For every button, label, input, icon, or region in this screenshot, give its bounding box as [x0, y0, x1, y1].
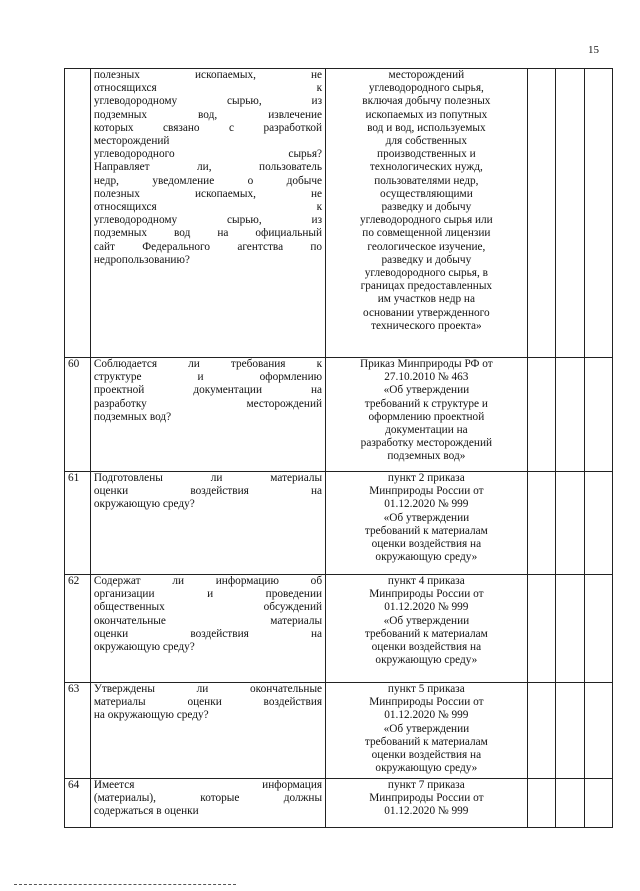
reference-line: геологическое изучение,	[367, 240, 486, 253]
question-line: полезных ископаемых, не	[93, 69, 323, 81]
reference-line: пункт 4 приказа	[387, 575, 465, 587]
reference-line: разработку месторождений	[360, 437, 493, 450]
question-line: подземных вод на официальный	[93, 227, 323, 240]
question-line: материалы оценки воздействия	[93, 696, 323, 709]
question-line: углеводородному сырью, из	[93, 95, 323, 108]
reference-line: «Об утверждении	[383, 384, 470, 397]
reference-line: Минприроды России от	[369, 588, 484, 601]
reference-line: включая добычу полезных	[362, 95, 491, 108]
question-line: Подготовлены ли материалы	[93, 472, 323, 484]
table-row	[65, 358, 613, 472]
reference-line: оценки воздействия на	[371, 749, 482, 762]
reference-line: вод и вод, используемых	[367, 121, 486, 134]
reference-cell	[326, 69, 528, 358]
reference-line: им участков недр на	[377, 293, 475, 306]
reference-line: 27.10.2010 № 463	[384, 371, 469, 384]
reference-line: Приказ Минприроды РФ от	[359, 358, 493, 370]
row-number	[65, 69, 91, 358]
row-number: 60	[65, 358, 91, 472]
reference-line: оформлению проектной	[368, 410, 485, 423]
question-line: Утверждены ли окончательные	[93, 683, 323, 695]
question-line: Имеется информация	[93, 779, 323, 791]
answer-no-cell[interactable]	[556, 69, 584, 358]
reference-line: месторождений	[388, 69, 465, 81]
question-line: оценки воздействия на	[93, 485, 323, 498]
question-line: содержаться в оценки	[93, 805, 199, 818]
reference-line: 01.12.2020 № 999	[384, 709, 469, 722]
reference-line: технологических нужд,	[369, 161, 483, 174]
answer-no-cell[interactable]	[556, 779, 584, 828]
reference-cell	[326, 472, 528, 575]
row-number: 61	[65, 472, 91, 575]
question-line: оценки воздействия на	[93, 627, 323, 640]
question-line: относящихся к	[93, 201, 323, 214]
question-line: углеводородному сырью, из	[93, 214, 323, 227]
reference-line: оценки воздействия на	[371, 538, 482, 551]
reference-line: разведку и добычу	[381, 201, 472, 214]
question-line: разработку месторождений	[93, 397, 323, 410]
reference-line: пункт 2 приказа	[387, 472, 465, 484]
reference-line: Минприроды России от	[369, 485, 484, 498]
question-line: полезных ископаемых, не	[93, 187, 323, 200]
table-body	[65, 69, 613, 828]
question-line: недропользованию?	[93, 253, 190, 266]
reference-line: «Об утверждении	[383, 722, 470, 735]
question-cell	[90, 69, 325, 358]
reference-line: по совмещенной лицензии	[362, 227, 491, 240]
reference-line: основании утвержденного	[363, 306, 490, 319]
answer-yes-cell[interactable]	[527, 69, 555, 358]
row-number: 62	[65, 575, 91, 683]
footer-rule	[14, 884, 236, 885]
question-line: подземных вод, извлечение	[93, 108, 323, 121]
answer-yes-cell[interactable]	[527, 779, 555, 828]
row-number: 64	[65, 779, 91, 828]
question-cell	[90, 683, 325, 779]
answer-yes-cell[interactable]	[527, 683, 555, 779]
page-number: 15	[588, 44, 599, 56]
reference-line: углеводородного сырья, в	[364, 267, 488, 280]
reference-line: технического проекта»	[371, 319, 482, 332]
question-line: окружающую среду?	[93, 641, 195, 654]
answer-na-cell[interactable]	[584, 472, 612, 575]
reference-line: окружающую среду»	[375, 654, 478, 667]
reference-cell	[326, 779, 528, 828]
answer-no-cell[interactable]	[556, 575, 584, 683]
reference-cell	[326, 358, 528, 472]
question-line: окончательные материалы	[93, 614, 323, 627]
reference-line: ископаемых из попутных	[365, 108, 488, 121]
question-line: которых связано с разработкой	[93, 121, 323, 134]
question-cell	[90, 575, 325, 683]
question-line: Соблюдается ли требования к	[93, 358, 323, 370]
question-line: общественных обсуждений	[93, 601, 323, 614]
answer-na-cell[interactable]	[584, 69, 612, 358]
reference-line: документации на	[385, 424, 468, 437]
answer-yes-cell[interactable]	[527, 472, 555, 575]
reference-line: требований к материалам	[364, 524, 488, 537]
reference-line: 01.12.2020 № 999	[384, 498, 469, 511]
reference-line: производственных и	[377, 148, 476, 161]
reference-line: пункт 7 приказа	[387, 779, 465, 791]
question-line: на окружающую среду?	[93, 709, 209, 722]
question-line: углеводородного сырья?	[93, 148, 323, 161]
question-line: недр, уведомление о добыче	[93, 174, 323, 187]
question-line: организации и проведении	[93, 588, 323, 601]
reference-line: пользователями недр,	[374, 174, 479, 187]
answer-no-cell[interactable]	[556, 472, 584, 575]
reference-cell	[326, 683, 528, 779]
reference-line: углеводородного сырья,	[368, 82, 484, 95]
question-line: относящихся к	[93, 82, 323, 95]
answer-no-cell[interactable]	[556, 358, 584, 472]
reference-line: подземных вод»	[387, 450, 466, 463]
reference-line: границах предоставленных	[360, 280, 493, 293]
row-number: 63	[65, 683, 91, 779]
reference-line: требований к структуре и	[364, 397, 488, 410]
answer-yes-cell[interactable]	[527, 358, 555, 472]
question-line: структуре и оформлению	[93, 371, 323, 384]
question-cell	[90, 358, 325, 472]
reference-line: оценки воздействия на	[371, 641, 482, 654]
question-line: сайт Федерального агентства по	[93, 240, 323, 253]
question-line: (материалы), которые должны	[93, 792, 323, 805]
question-line: месторождений	[93, 135, 170, 148]
table-row	[65, 472, 613, 575]
answer-na-cell[interactable]	[584, 575, 612, 683]
reference-line: 01.12.2020 № 999	[384, 601, 469, 614]
answer-yes-cell[interactable]	[527, 575, 555, 683]
question-line: проектной документации на	[93, 384, 323, 397]
answer-no-cell[interactable]	[556, 683, 584, 779]
question-line: подземных вод?	[93, 410, 172, 423]
table-row	[65, 779, 613, 828]
question-line: Направляет ли, пользователь	[93, 161, 323, 174]
reference-line: углеводородного сырья или	[360, 214, 493, 227]
reference-line: «Об утверждении	[383, 614, 470, 627]
reference-cell	[326, 575, 528, 683]
checklist-table	[64, 68, 613, 828]
answer-na-cell[interactable]	[584, 779, 612, 828]
question-cell	[90, 779, 325, 828]
reference-line: разведку и добычу	[381, 253, 472, 266]
reference-line: Минприроды России от	[369, 792, 484, 805]
question-cell	[90, 472, 325, 575]
reference-line: окружающую среду»	[375, 762, 478, 775]
reference-line: пункт 5 приказа	[387, 683, 465, 695]
reference-line: требований к материалам	[364, 627, 488, 640]
reference-line: 01.12.2020 № 999	[384, 805, 469, 818]
reference-line: «Об утверждении	[383, 511, 470, 524]
answer-na-cell[interactable]	[584, 683, 612, 779]
table-row	[65, 683, 613, 779]
reference-line: окружающую среду»	[375, 551, 478, 564]
reference-line: осуществляющими	[379, 187, 473, 200]
question-line: окружающую среду?	[93, 498, 195, 511]
reference-line: для собственных	[385, 135, 468, 148]
reference-line: требований к материалам	[364, 735, 488, 748]
answer-na-cell[interactable]	[584, 358, 612, 472]
reference-line: Минприроды России от	[369, 696, 484, 709]
question-line: Содержат ли информацию об	[93, 575, 323, 587]
table-row	[65, 575, 613, 683]
table-row	[65, 69, 613, 358]
